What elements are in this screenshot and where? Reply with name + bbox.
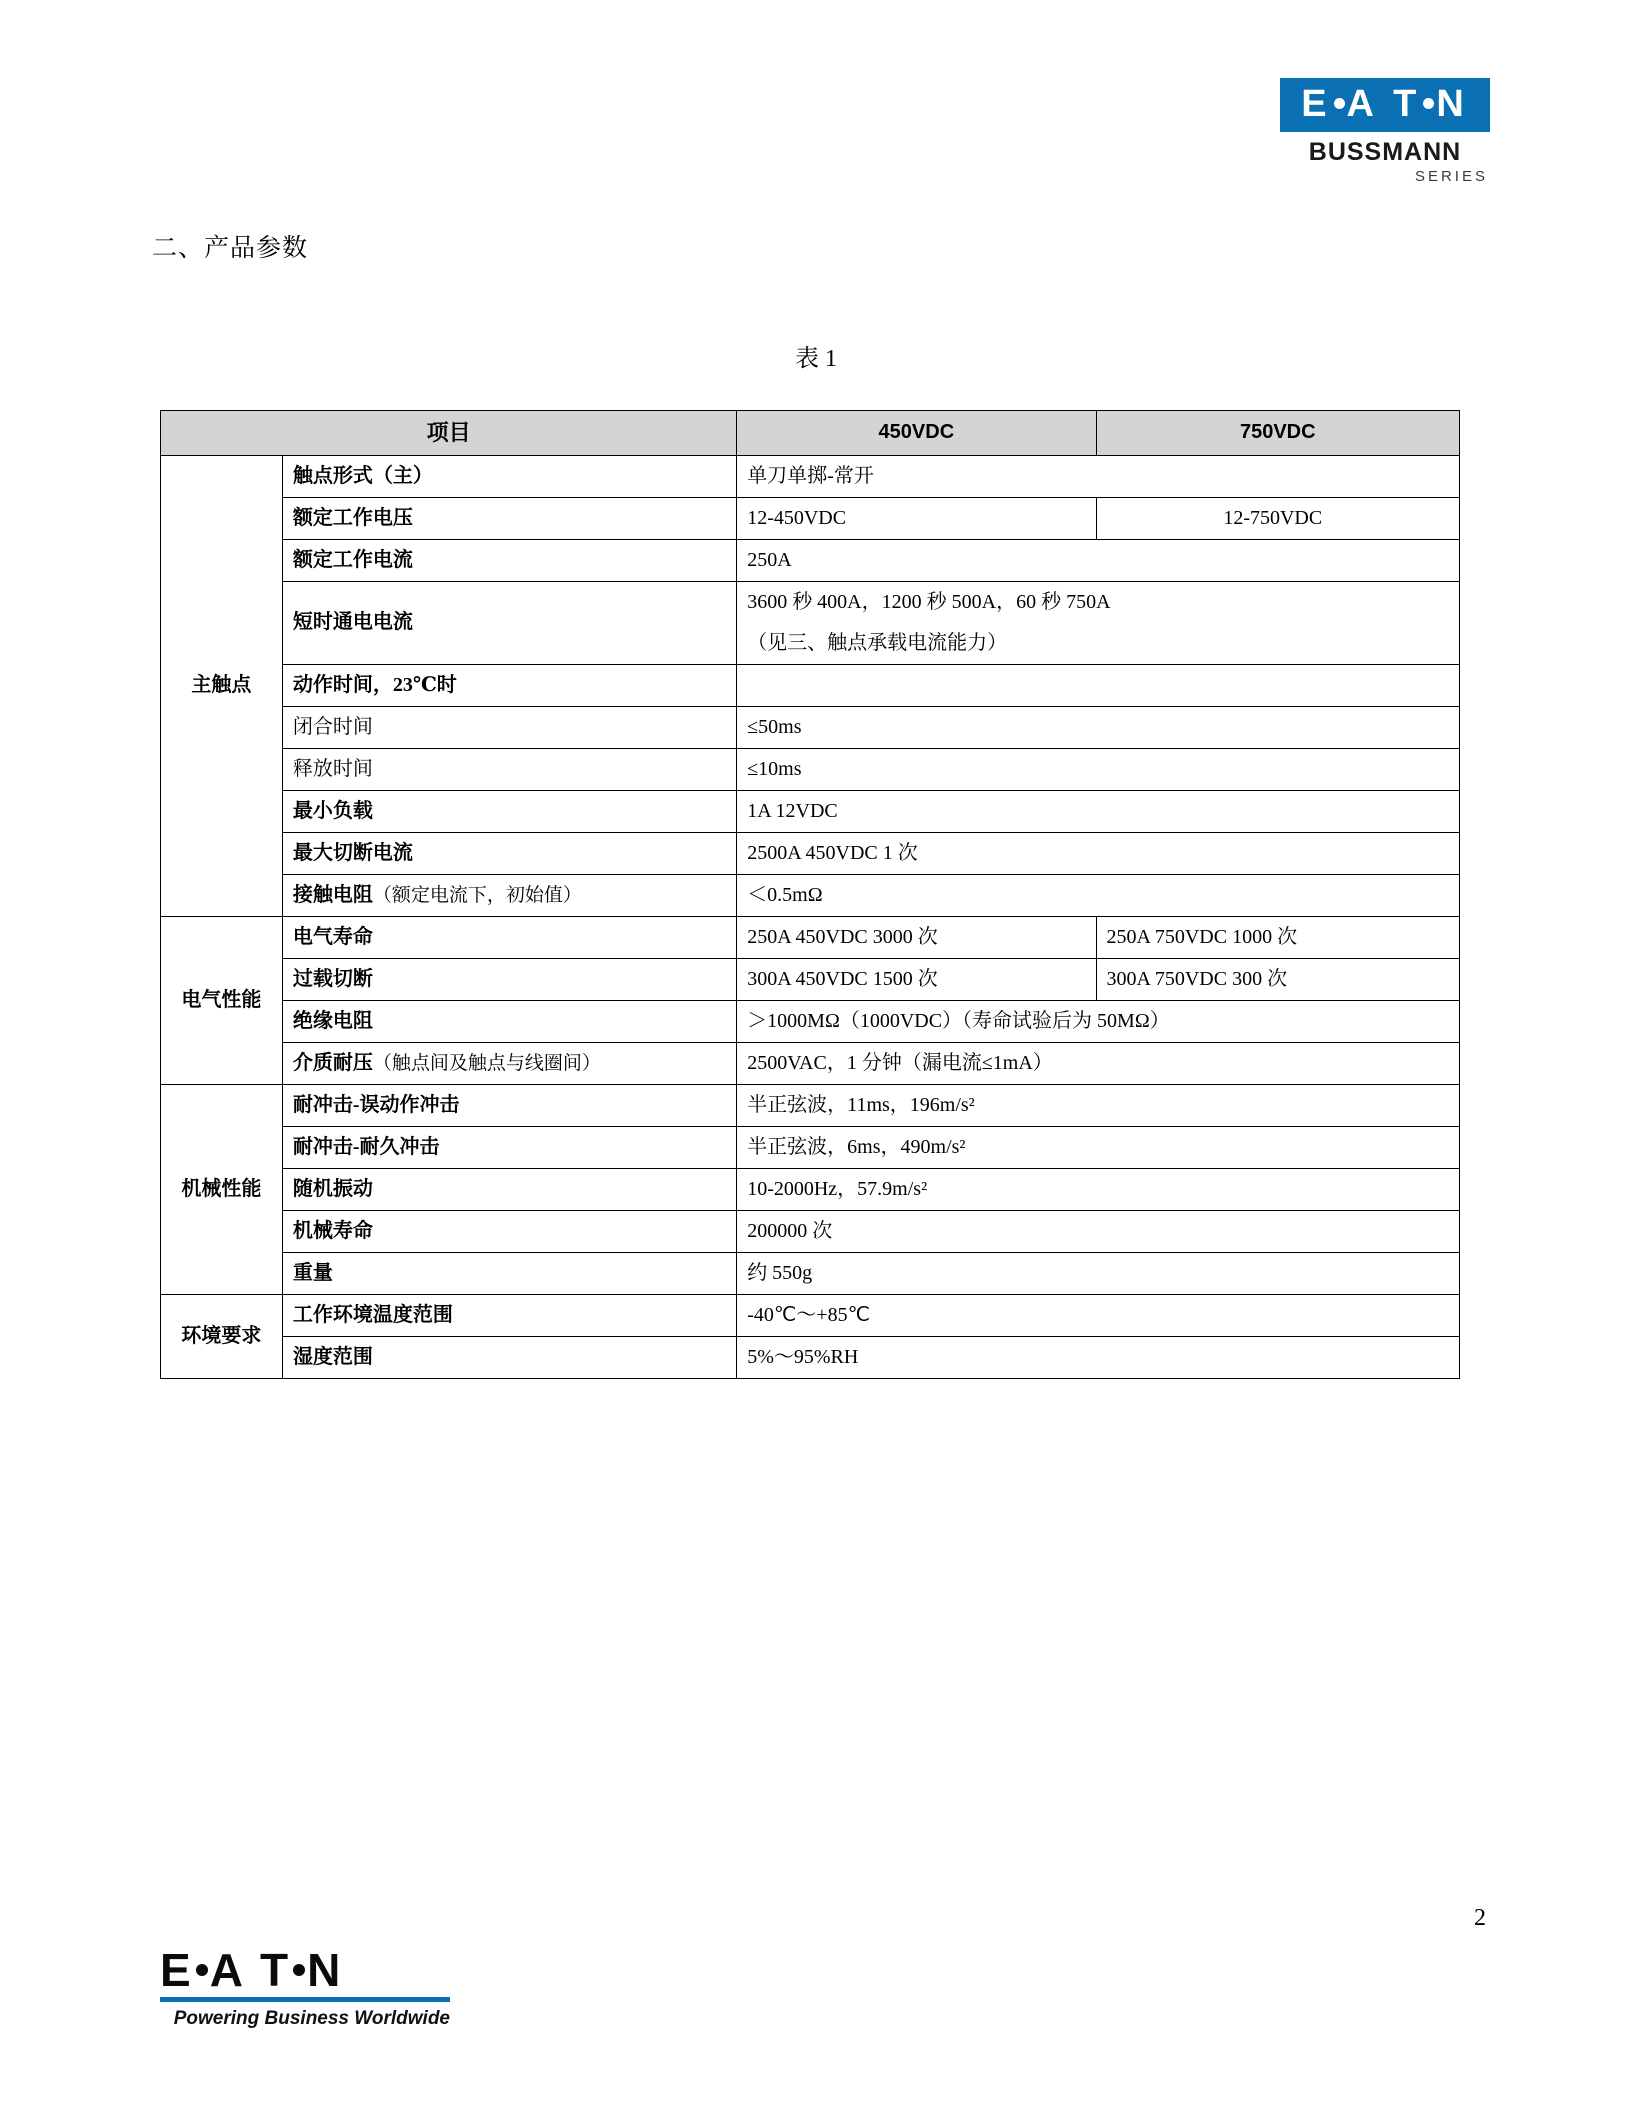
- table-row: [161, 581, 1460, 664]
- row-label: 最大切断电流: [282, 832, 736, 874]
- table-row: [161, 832, 1460, 874]
- row-value: 200000 次: [737, 1210, 1460, 1252]
- table-row: [161, 1336, 1460, 1378]
- table-row: [161, 664, 1460, 706]
- row-label: 随机振动: [282, 1168, 736, 1210]
- table-caption: 表 1: [795, 346, 837, 372]
- row-value-450: 250A 450VDC 3000 次: [737, 916, 1096, 958]
- table-row: [161, 748, 1460, 790]
- table-row: [161, 1126, 1460, 1168]
- table-row: [161, 706, 1460, 748]
- eaton-dot-icon: [1334, 98, 1345, 109]
- table-row: [161, 1042, 1460, 1084]
- row-value-empty: [737, 664, 1460, 706]
- row-label-main: 介质耐压: [292, 1051, 373, 1074]
- table-row: [161, 958, 1460, 1000]
- row-label: 额定工作电压: [282, 497, 736, 539]
- row-label: [282, 1042, 736, 1084]
- row-value: -40℃～+85℃: [737, 1294, 1460, 1336]
- eaton-wordmark: E A T N: [1280, 78, 1490, 132]
- row-value: ＞1000MΩ（1000VDC）（寿命试验后为 50MΩ）: [737, 1000, 1460, 1042]
- row-value: 半正弦波，6ms，490m/s²: [737, 1126, 1460, 1168]
- table-row: [161, 1294, 1460, 1336]
- eaton-dot-icon: [1423, 98, 1434, 109]
- row-value-750: 12-750VDC: [1096, 497, 1459, 539]
- section-heading: 二、产品参数: [152, 235, 309, 262]
- table-row: [161, 1210, 1460, 1252]
- table-row: [161, 874, 1460, 916]
- row-value: 约 550g: [737, 1252, 1460, 1294]
- header-item: 项目: [161, 411, 737, 456]
- group-label-electrical: 电气性能: [161, 916, 283, 1084]
- table-row: [161, 1000, 1460, 1042]
- spec-table-container: [160, 410, 1460, 1379]
- row-label: 额定工作电流: [282, 539, 736, 581]
- footer-divider: [160, 1997, 450, 2002]
- row-label: 动作时间，23℃时: [282, 664, 736, 706]
- row-label: 机械寿命: [282, 1210, 736, 1252]
- footer-tagline: Powering Business Worldwide: [173, 2008, 450, 2029]
- specification-table: [160, 410, 1460, 1379]
- header-450vdc: 450VDC: [737, 411, 1096, 456]
- table-row: [161, 497, 1460, 539]
- group-label-main-contact: 主触点: [161, 455, 283, 916]
- eaton-footer-wordmark: E A T N: [160, 1944, 344, 1996]
- row-label: 触点形式（主）: [282, 455, 736, 497]
- table-row: [161, 790, 1460, 832]
- eaton-bussmann-logo: [1280, 78, 1490, 185]
- row-label: [282, 874, 736, 916]
- row-value: 10-2000Hz，57.9m/s²: [737, 1168, 1460, 1210]
- row-label-main: 接触电阻: [292, 883, 373, 906]
- group-label-environment: 环境要求: [161, 1294, 283, 1378]
- row-label: 过载切断: [282, 958, 736, 1000]
- table-row: [161, 1168, 1460, 1210]
- eaton-dot-icon: [196, 1964, 208, 1976]
- table-row: [161, 455, 1460, 497]
- row-value: ＜0.5mΩ: [737, 874, 1460, 916]
- row-value-line2: （见三、触点承载电流能力）: [747, 631, 1008, 654]
- row-value: 单刀单掷-常开: [737, 455, 1460, 497]
- series-label: SERIES: [1414, 168, 1488, 185]
- group-label-mechanical: 机械性能: [161, 1084, 283, 1294]
- row-value: 5%～95%RH: [737, 1336, 1460, 1378]
- eaton-dot-icon: [293, 1964, 305, 1976]
- row-label: 绝缘电阻: [282, 1000, 736, 1042]
- header-750vdc: 750VDC: [1096, 411, 1459, 456]
- row-value-450: 12-450VDC: [737, 497, 1096, 539]
- row-value: 2500A 450VDC 1 次: [737, 832, 1460, 874]
- row-label: 短时通电电流: [282, 581, 736, 664]
- row-label: 释放时间: [282, 748, 736, 790]
- row-label: 耐冲击-耐久冲击: [282, 1126, 736, 1168]
- row-label: 闭合时间: [282, 706, 736, 748]
- row-value: 半正弦波，11ms，196m/s²: [737, 1084, 1460, 1126]
- table-row: [161, 1084, 1460, 1126]
- row-label-sub: （额定电流下，初始值）: [372, 884, 582, 906]
- table-row: [161, 539, 1460, 581]
- bussmann-wordmark: BUSSMANN: [1308, 138, 1462, 166]
- row-label: 最小负载: [282, 790, 736, 832]
- row-label: 重量: [282, 1252, 736, 1294]
- row-value: 250A: [737, 539, 1460, 581]
- row-value-450: 300A 450VDC 1500 次: [737, 958, 1096, 1000]
- row-value-line1: 3600 秒 400A，1200 秒 500A，60 秒 750A: [747, 590, 1111, 613]
- row-label: 工作环境温度范围: [282, 1294, 736, 1336]
- row-value: ≤50ms: [737, 706, 1460, 748]
- row-value: [737, 581, 1460, 664]
- row-label: 湿度范围: [282, 1336, 736, 1378]
- row-label: 耐冲击-误动作冲击: [282, 1084, 736, 1126]
- table-header-row: [161, 411, 1460, 456]
- row-value-750: 300A 750VDC 300 次: [1096, 958, 1459, 1000]
- row-value-750: 250A 750VDC 1000 次: [1096, 916, 1459, 958]
- eaton-footer-logo: [160, 1944, 450, 2030]
- row-value: ≤10ms: [737, 748, 1460, 790]
- row-label: 电气寿命: [282, 916, 736, 958]
- row-value: 2500VAC，1 分钟（漏电流≤1mA）: [737, 1042, 1460, 1084]
- row-label-sub: （触点间及触点与线圈间）: [372, 1052, 601, 1074]
- row-value: 1A 12VDC: [737, 790, 1460, 832]
- page-number: 2: [1474, 1905, 1486, 1931]
- table-row: [161, 1252, 1460, 1294]
- table-row: [161, 916, 1460, 958]
